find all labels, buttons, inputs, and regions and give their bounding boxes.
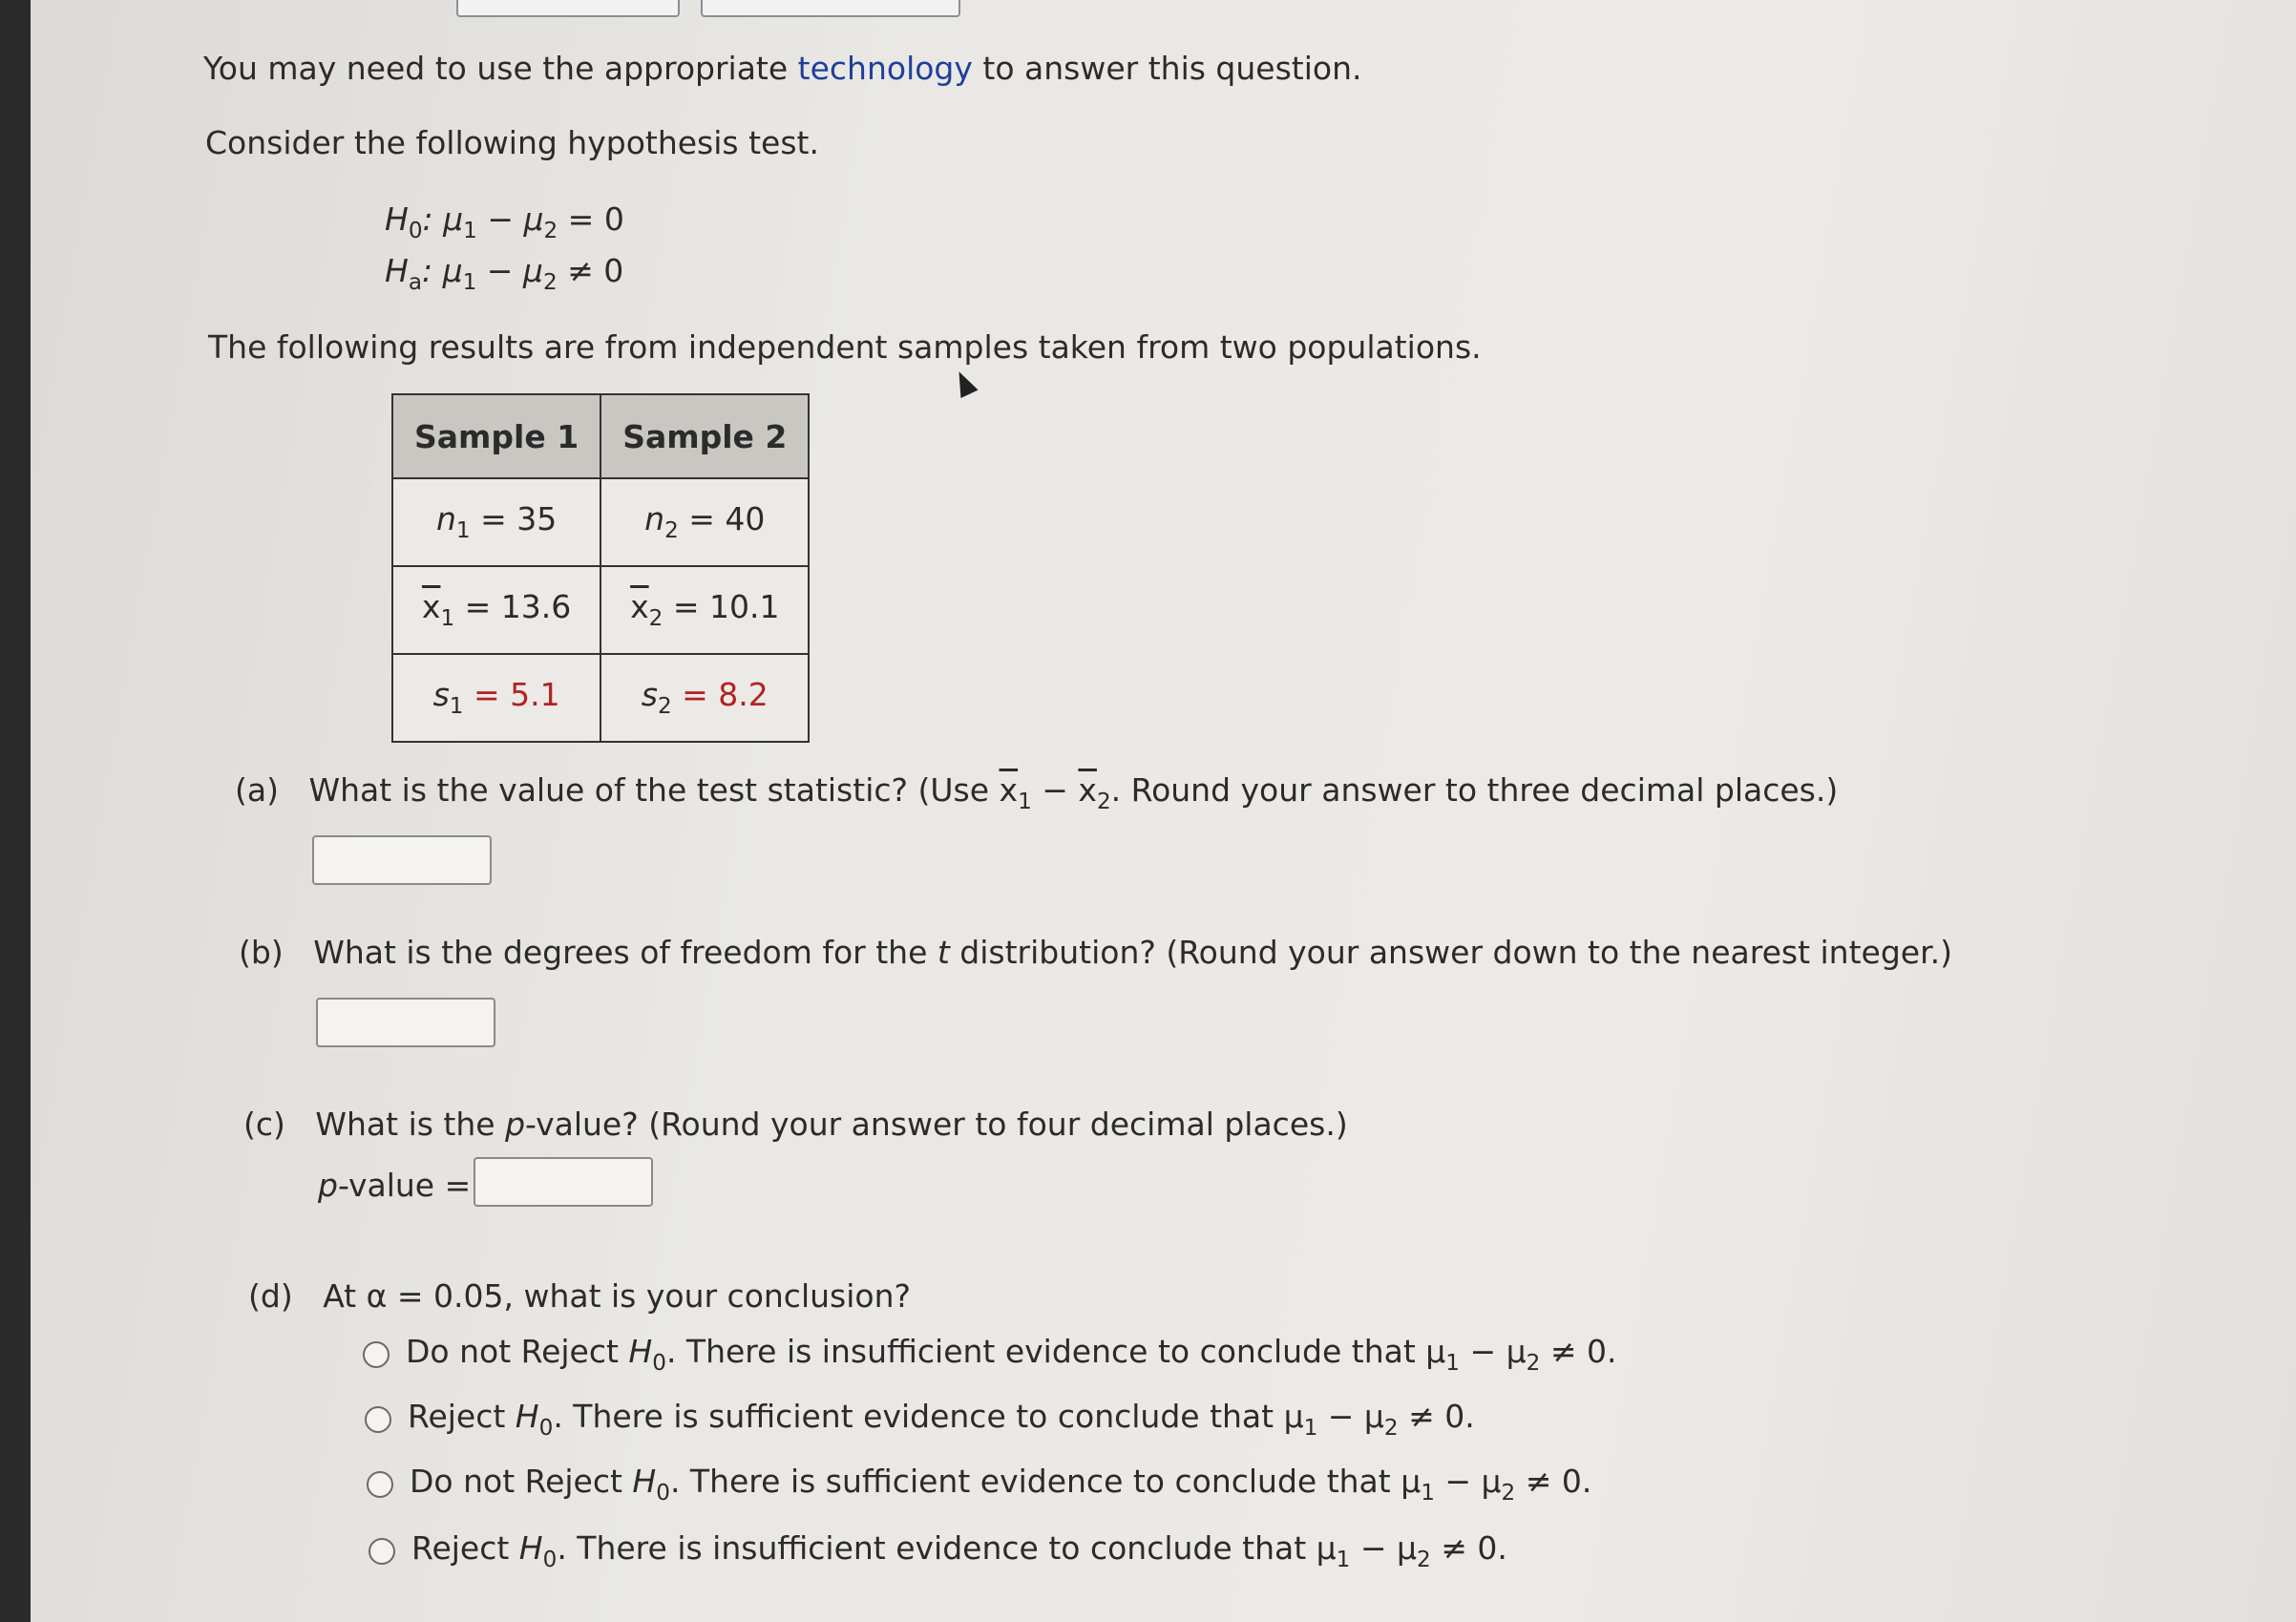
intro-prefix: You may need to use the appropriate (203, 50, 798, 87)
sample-1-header: Sample 1 (392, 394, 600, 478)
table-row (392, 654, 809, 742)
sample-results-table (391, 393, 810, 743)
conclusion-radio-4[interactable] (369, 1538, 395, 1565)
screen-bezel (0, 0, 31, 1622)
p-value-input[interactable] (474, 1157, 653, 1207)
table-row (392, 478, 809, 566)
conclusion-option-1[interactable]: Do not Reject $H_0$. There is insufficient evidence to conclude that $\mu_1 - \mu_2 \ne 0$. (406, 1333, 1617, 1377)
conclusion-radio-3[interactable] (367, 1471, 393, 1498)
alternative-hypothesis: $H_a$: $\mu_1 - \mu_2 \ne 0$ (385, 252, 624, 296)
question-d: (d) At α = 0.05, what is your conclusion? (248, 1277, 912, 1315)
top-button-2[interactable] (701, 0, 960, 17)
table-row (392, 566, 809, 654)
question-c-letter: (c) (243, 1106, 285, 1143)
question-b: (b) What is the degrees of freedom for the t distribution? (Round your answer down to the nearest integer.) (239, 934, 1952, 971)
conclusion-option-4[interactable]: Reject $H_0$. There is insufficient evidence to conclude that $\mu_1 - \mu_2 \ne 0$. (411, 1529, 1507, 1573)
table-header-row (392, 394, 809, 478)
question-c: (c) What is the p-value? (Round your answer to four decimal places.) (243, 1106, 1348, 1143)
question-a-letter: (a) (235, 771, 279, 809)
test-statistic-input[interactable] (312, 835, 492, 885)
s2-cell: $s_2 = 8.2$ (600, 654, 809, 742)
conclusion-radio-2[interactable] (365, 1406, 391, 1433)
p-value-label: p-value = (318, 1167, 472, 1204)
intro-text (203, 50, 1361, 88)
x2-cell: $\overline{x}_2 = 10.1$ (600, 566, 809, 654)
null-hypothesis: $H_0$: $\mu_1 - \mu_2 = 0$ (385, 200, 624, 244)
question-b-letter: (b) (239, 934, 284, 971)
intro-suffix: to answer this question. (972, 50, 1362, 87)
conclusion-option-3[interactable]: Do not Reject $H_0$. There is sufficient evidence to conclude that $\mu_1 - \mu_2 \ne 0$. (410, 1463, 1592, 1506)
s1-cell: $s_1 = 5.1$ (392, 654, 600, 742)
n1-cell: $n_1 = 35$ (392, 478, 600, 566)
technology-link[interactable]: technology (797, 50, 973, 87)
results-intro-text: The following results are from independent samples taken from two populations. (208, 328, 1482, 366)
consider-text: Consider the following hypothesis test. (205, 124, 819, 161)
conclusion-radio-1[interactable] (363, 1341, 390, 1368)
degrees-of-freedom-input[interactable] (316, 998, 495, 1047)
question-d-letter: (d) (248, 1277, 293, 1315)
conclusion-option-2[interactable]: Reject $H_0$. There is sufficient evidence to conclude that $\mu_1 - \mu_2 \ne 0$. (408, 1398, 1475, 1442)
top-button-1[interactable] (456, 0, 680, 17)
x1-cell: $\overline{x}_1 = 13.6$ (392, 566, 600, 654)
sample-2-header: Sample 2 (600, 394, 809, 478)
n2-cell: $n_2 = 40$ (600, 478, 809, 566)
question-a: (a) What is the value of the test statistic? (Use $\overline{x}_1 - \overline{x}_2$. Round your answer to three decimal places.) (235, 771, 1839, 815)
